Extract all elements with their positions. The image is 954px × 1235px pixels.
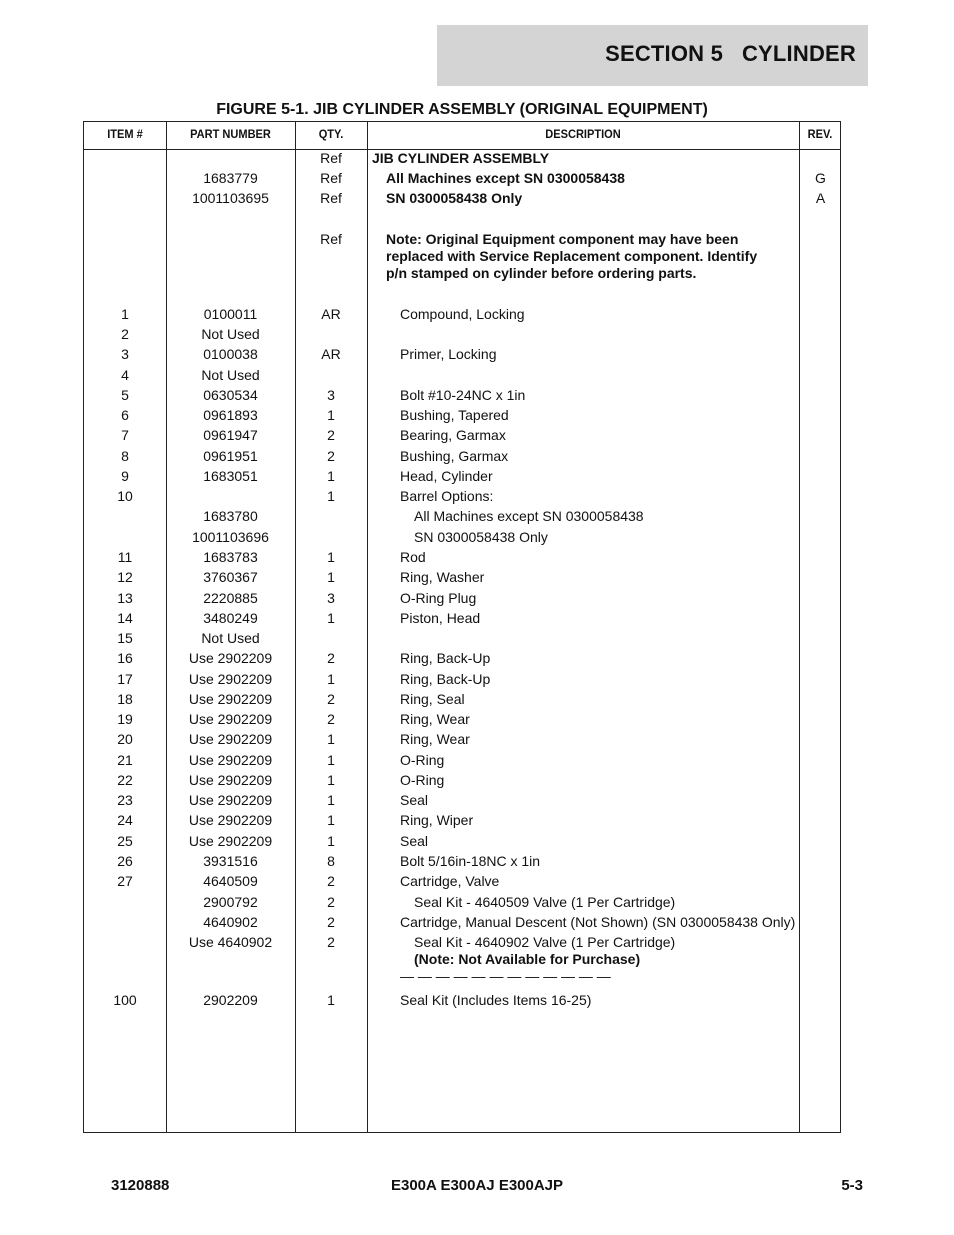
item-number: 18 [117, 691, 133, 707]
part-number: 0100011 [203, 306, 258, 322]
description [372, 792, 428, 809]
page-number: 5-3 [841, 1177, 863, 1194]
part-number: 1683779 [203, 170, 258, 186]
description-line: Cartridge, Valve [400, 873, 500, 889]
part-number: Not Used [201, 326, 260, 342]
item-number: 20 [117, 731, 133, 747]
document-number: 3120888 [111, 1177, 170, 1194]
description [372, 306, 525, 323]
description-line: Seal [400, 792, 429, 808]
quantity: 1 [327, 569, 335, 585]
header-item: ITEM # [107, 127, 143, 141]
part-number: 1683783 [203, 549, 258, 565]
description-line: Bolt #10-24NC x 1in [400, 387, 526, 403]
part-number: 3480249 [203, 610, 258, 626]
description [372, 731, 470, 748]
description [372, 711, 470, 728]
description [372, 387, 525, 404]
part-number: 3760367 [203, 569, 258, 585]
description [372, 671, 490, 688]
description-line: Rod [400, 549, 426, 565]
part-number: Use 4640902 [188, 934, 273, 950]
part-number: 4640902 [203, 914, 258, 930]
part-number: 0961951 [203, 448, 258, 464]
quantity: 2 [327, 873, 335, 889]
quantity: 2 [327, 934, 335, 950]
part-number: Use 2902209 [188, 671, 273, 687]
part-number: Use 2902209 [188, 731, 273, 747]
part-number: 2220885 [203, 590, 258, 606]
item-number: 3 [121, 346, 129, 362]
description-line: SN 0300058438 Only [414, 529, 548, 545]
part-number: Use 2902209 [188, 691, 273, 707]
quantity: AR [321, 346, 341, 362]
description [372, 853, 540, 870]
item-number: 25 [117, 833, 133, 849]
description [372, 968, 611, 985]
quantity: 2 [327, 711, 335, 727]
quantity: 2 [327, 914, 335, 930]
item-number: 16 [117, 650, 133, 666]
part-number: Use 2902209 [188, 833, 273, 849]
description [372, 590, 476, 607]
section-title: SECTION 5 CYLINDER [605, 41, 856, 66]
item-number: 100 [113, 992, 137, 1008]
description [372, 488, 493, 505]
quantity: 2 [327, 448, 335, 464]
quantity: 1 [327, 488, 335, 504]
part-number: 0100038 [203, 346, 258, 362]
description-line: Ring, Washer [400, 569, 485, 585]
item-number: 19 [117, 711, 133, 727]
quantity: 1 [327, 671, 335, 687]
description [372, 772, 444, 789]
column-divider [166, 122, 167, 1132]
description [372, 951, 640, 968]
description-line: — — — — — — — — — — — — [400, 968, 611, 984]
part-number: Use 2902209 [188, 711, 273, 727]
column-divider [295, 122, 296, 1132]
description [372, 650, 490, 667]
item-number: 11 [117, 549, 133, 565]
description [372, 529, 548, 546]
quantity: 1 [327, 610, 335, 626]
header-part-number: PART NUMBER [190, 127, 271, 141]
item-number: 24 [117, 812, 133, 828]
description-line: Primer, Locking [400, 346, 497, 362]
quantity: 1 [327, 812, 335, 828]
model-names: E300A E300AJ E300AJP [390, 1177, 564, 1194]
part-number: 1001103695 [192, 190, 269, 206]
description-line: All Machines except SN 0300058438 [414, 508, 644, 524]
description [372, 549, 426, 566]
part-number: Use 2902209 [188, 812, 273, 828]
item-number: 9 [121, 468, 129, 484]
description-line: Ring, Back-Up [400, 671, 491, 687]
parts-table [83, 121, 841, 1133]
header-qty: QTY. [318, 127, 344, 141]
description [372, 934, 675, 951]
item-number: 5 [121, 387, 129, 403]
part-number: 1683780 [203, 508, 258, 524]
description-line: Ring, Wiper [400, 812, 474, 828]
description [372, 190, 522, 207]
item-number: 4 [121, 367, 129, 383]
part-number: Use 2902209 [188, 792, 273, 808]
quantity: Ref [320, 150, 342, 166]
description [372, 894, 675, 911]
quantity: 1 [327, 549, 335, 565]
item-number: 12 [117, 569, 133, 585]
item-number: 23 [117, 792, 133, 808]
description-line: Barrel Options: [400, 488, 494, 504]
part-number: Not Used [201, 630, 260, 646]
description-line: Seal Kit - 4640902 Valve (1 Per Cartridge) [414, 934, 676, 950]
part-number: 2900792 [203, 894, 258, 910]
quantity: 3 [327, 387, 335, 403]
column-divider [799, 122, 800, 1132]
description [372, 407, 509, 424]
description-line: replaced with Service Replacement component. Identify [386, 248, 758, 264]
quantity: 3 [327, 590, 335, 606]
description-line: Piston, Head [400, 610, 481, 626]
header-description: DESCRIPTION [545, 127, 621, 141]
item-number: 14 [117, 610, 133, 626]
description-line: Seal Kit - 4640509 Valve (1 Per Cartridge) [414, 894, 676, 910]
description-line: Ring, Wear [400, 731, 470, 747]
item-number: 15 [117, 630, 133, 646]
quantity: 2 [327, 650, 335, 666]
description-line: Bushing, Garmax [400, 448, 509, 464]
revision: A [815, 190, 826, 206]
part-number: Use 2902209 [188, 752, 273, 768]
item-number: 8 [121, 448, 129, 464]
quantity: 1 [327, 468, 335, 484]
part-number: 4640509 [203, 873, 258, 889]
part-number: 0961947 [203, 427, 258, 443]
description [372, 752, 444, 769]
description [372, 231, 757, 282]
part-number: 2902209 [203, 992, 258, 1008]
description-line: O-Ring Plug [400, 590, 477, 606]
description [372, 812, 473, 829]
revision: G [815, 170, 826, 186]
description-line: All Machines except SN 0300058438 [386, 170, 625, 186]
description-line: Bushing, Tapered [400, 407, 509, 423]
description [372, 873, 499, 890]
description [372, 914, 795, 931]
description [372, 346, 496, 363]
quantity: 8 [327, 853, 335, 869]
item-number: 26 [117, 853, 133, 869]
quantity: 1 [327, 731, 335, 747]
quantity: 1 [327, 792, 335, 808]
part-number: Use 2902209 [188, 650, 273, 666]
description-line: (Note: Not Available for Purchase) [414, 951, 641, 967]
description-line: Bolt 5/16in-18NC x 1in [400, 853, 541, 869]
description [372, 691, 465, 708]
part-number: 0961893 [203, 407, 258, 423]
part-number: 3931516 [203, 853, 258, 869]
description [372, 833, 428, 850]
quantity: 1 [327, 752, 335, 768]
quantity: AR [321, 306, 341, 322]
description-line: JIB CYLINDER ASSEMBLY [372, 150, 550, 166]
description-line: p/n stamped on cylinder before ordering parts. [386, 265, 697, 281]
description-line: Bearing, Garmax [400, 427, 506, 443]
item-number: 21 [117, 752, 133, 768]
quantity: 1 [327, 772, 335, 788]
part-number: 0630534 [203, 387, 258, 403]
quantity: 2 [327, 894, 335, 910]
description-line: Cartridge, Manual Descent (Not Shown) (SN 0300058438 Only) [400, 914, 796, 930]
part-number: 1683051 [203, 468, 258, 484]
description [372, 508, 644, 525]
quantity: Ref [320, 170, 342, 186]
quantity: 1 [327, 833, 335, 849]
description [372, 569, 484, 586]
description-line: Ring, Seal [400, 691, 465, 707]
description-line: Compound, Locking [400, 306, 525, 322]
column-divider [367, 122, 368, 1132]
part-number: 1001103696 [192, 529, 269, 545]
item-number: 1 [121, 306, 129, 322]
description [372, 427, 506, 444]
quantity: 2 [327, 427, 335, 443]
description-line: Head, Cylinder [400, 468, 493, 484]
header-rev: REV. [807, 127, 833, 141]
item-number: 10 [117, 488, 133, 504]
description-line: Ring, Back-Up [400, 650, 491, 666]
quantity: Ref [320, 231, 342, 247]
description [372, 448, 508, 465]
quantity: 1 [327, 407, 335, 423]
item-number: 27 [117, 873, 133, 889]
item-number: 22 [117, 772, 133, 788]
description-line: O-Ring [400, 772, 445, 788]
description-line: Seal Kit (Includes Items 16-25) [400, 992, 592, 1008]
part-number: Not Used [201, 367, 260, 383]
item-number: 13 [117, 590, 133, 606]
description-line: Ring, Wear [400, 711, 470, 727]
part-number: Use 2902209 [188, 772, 273, 788]
description-line: Seal [400, 833, 429, 849]
item-number: 17 [117, 671, 133, 687]
section-banner [437, 25, 868, 86]
description [372, 150, 549, 167]
quantity: 2 [327, 691, 335, 707]
item-number: 7 [121, 427, 129, 443]
description [372, 468, 493, 485]
item-number: 6 [121, 407, 129, 423]
description-line: Note: Original Equipment component may have been [386, 231, 739, 247]
description-line: O-Ring [400, 752, 445, 768]
quantity: Ref [320, 190, 342, 206]
description [372, 992, 591, 1009]
description [372, 170, 625, 187]
description-line: SN 0300058438 Only [386, 190, 523, 206]
item-number: 2 [121, 326, 129, 342]
description [372, 610, 480, 627]
quantity: 1 [327, 992, 335, 1008]
figure-title: FIGURE 5-1. JIB CYLINDER ASSEMBLY (ORIGINAL EQUIPMENT) [216, 101, 708, 118]
